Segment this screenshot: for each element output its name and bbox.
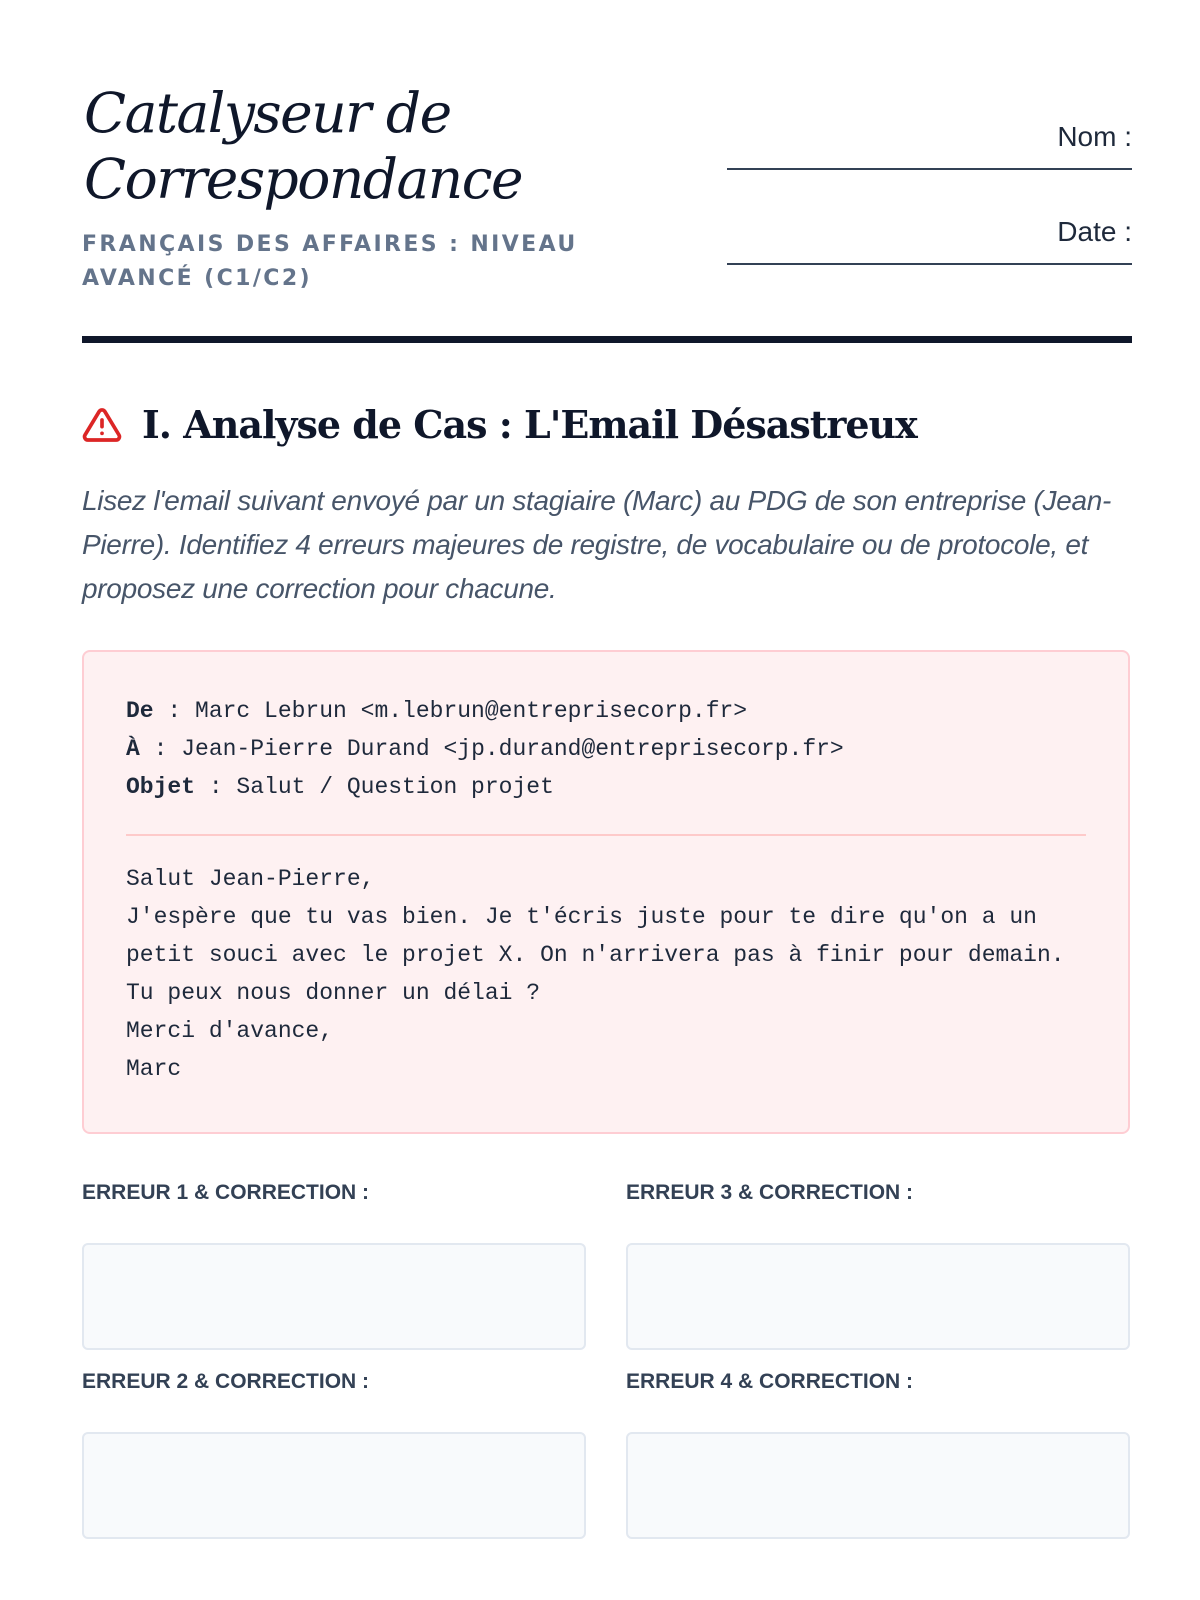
page-title — [84, 80, 644, 212]
email-to-line — [126, 730, 844, 768]
date-field[interactable] — [722, 215, 1132, 310]
worksheet-header — [82, 0, 1132, 345]
email-to-label: À — [126, 736, 140, 762]
email-subject-line — [126, 768, 844, 806]
section-title — [82, 395, 917, 455]
date-write-line[interactable] — [727, 263, 1132, 265]
answer-2-label: ERREUR 2 & CORRECTION : — [82, 1370, 370, 1393]
email-body-line: petit souci avec le projet X. On n'arrivera pas à finir pour demain. — [126, 942, 1065, 968]
email-subject-label: Objet — [126, 774, 196, 800]
answer-2-box[interactable] — [82, 1432, 586, 1539]
answer-1-label: ERREUR 1 & CORRECTION : — [82, 1181, 370, 1204]
answer-1 — [82, 1180, 586, 1350]
student-info-fields — [722, 120, 1132, 310]
email-subject-value: : Salut / Question projet — [195, 774, 554, 800]
worksheet-page — [82, 0, 1132, 1393]
email-from-label: De — [126, 698, 154, 724]
warning-triangle-icon — [82, 405, 122, 445]
email-divider — [126, 834, 1086, 836]
answer-2 — [82, 1369, 586, 1539]
answer-4-label: ERREUR 4 & CORRECTION : — [626, 1370, 914, 1393]
name-write-line[interactable] — [727, 168, 1132, 170]
course-level-subtitle: FRANÇAIS DES AFFAIRES : NIVEAU AVANCÉ (C1/C2) — [82, 232, 578, 291]
answer-3-box[interactable] — [626, 1243, 1130, 1350]
answer-3 — [626, 1180, 1130, 1350]
email-from-value: : Marc Lebrun <m.lebrun@entreprisecorp.fr> — [153, 698, 748, 724]
date-label: Date : — [1057, 216, 1132, 247]
email-from-line — [126, 692, 844, 730]
answer-3-label: ERREUR 3 & CORRECTION : — [626, 1181, 914, 1204]
title-line-2: Correspondance — [84, 147, 523, 211]
email-headers — [126, 692, 844, 806]
email-body-line: J'espère que tu vas bien. Je t'écris juste pour te dire qu'on a un — [126, 904, 1037, 930]
title-line-1: Catalyseur de — [84, 81, 451, 145]
answer-4-box[interactable] — [626, 1432, 1130, 1539]
email-body-line: Salut Jean-Pierre, — [126, 866, 375, 892]
email-body-line: Merci d'avance, — [126, 1018, 334, 1044]
email-body-line: Tu peux nous donner un délai ? — [126, 980, 541, 1006]
answer-4 — [626, 1369, 1130, 1539]
exercise-instructions: Lisez l'email suivant envoyé par un stagiaire (Marc) au PDG de son entreprise (Jean-Pierre). Identifiez 4 erreurs majeures de registre, de vocabulaire ou de protocole, et proposez une correction pour chacune. — [82, 485, 1112, 604]
email-example — [82, 650, 1130, 1134]
name-field[interactable] — [722, 120, 1132, 215]
email-body-line: Marc — [126, 1056, 182, 1082]
header-divider — [82, 336, 1132, 343]
answer-1-box[interactable] — [82, 1243, 586, 1350]
email-body — [126, 860, 1106, 1088]
section-title-text: I. Analyse de Cas : L'Email Désastreux — [142, 402, 917, 447]
email-to-value: : Jean-Pierre Durand <jp.durand@entreprisecorp.fr> — [139, 736, 844, 762]
name-label: Nom : — [1057, 121, 1132, 152]
